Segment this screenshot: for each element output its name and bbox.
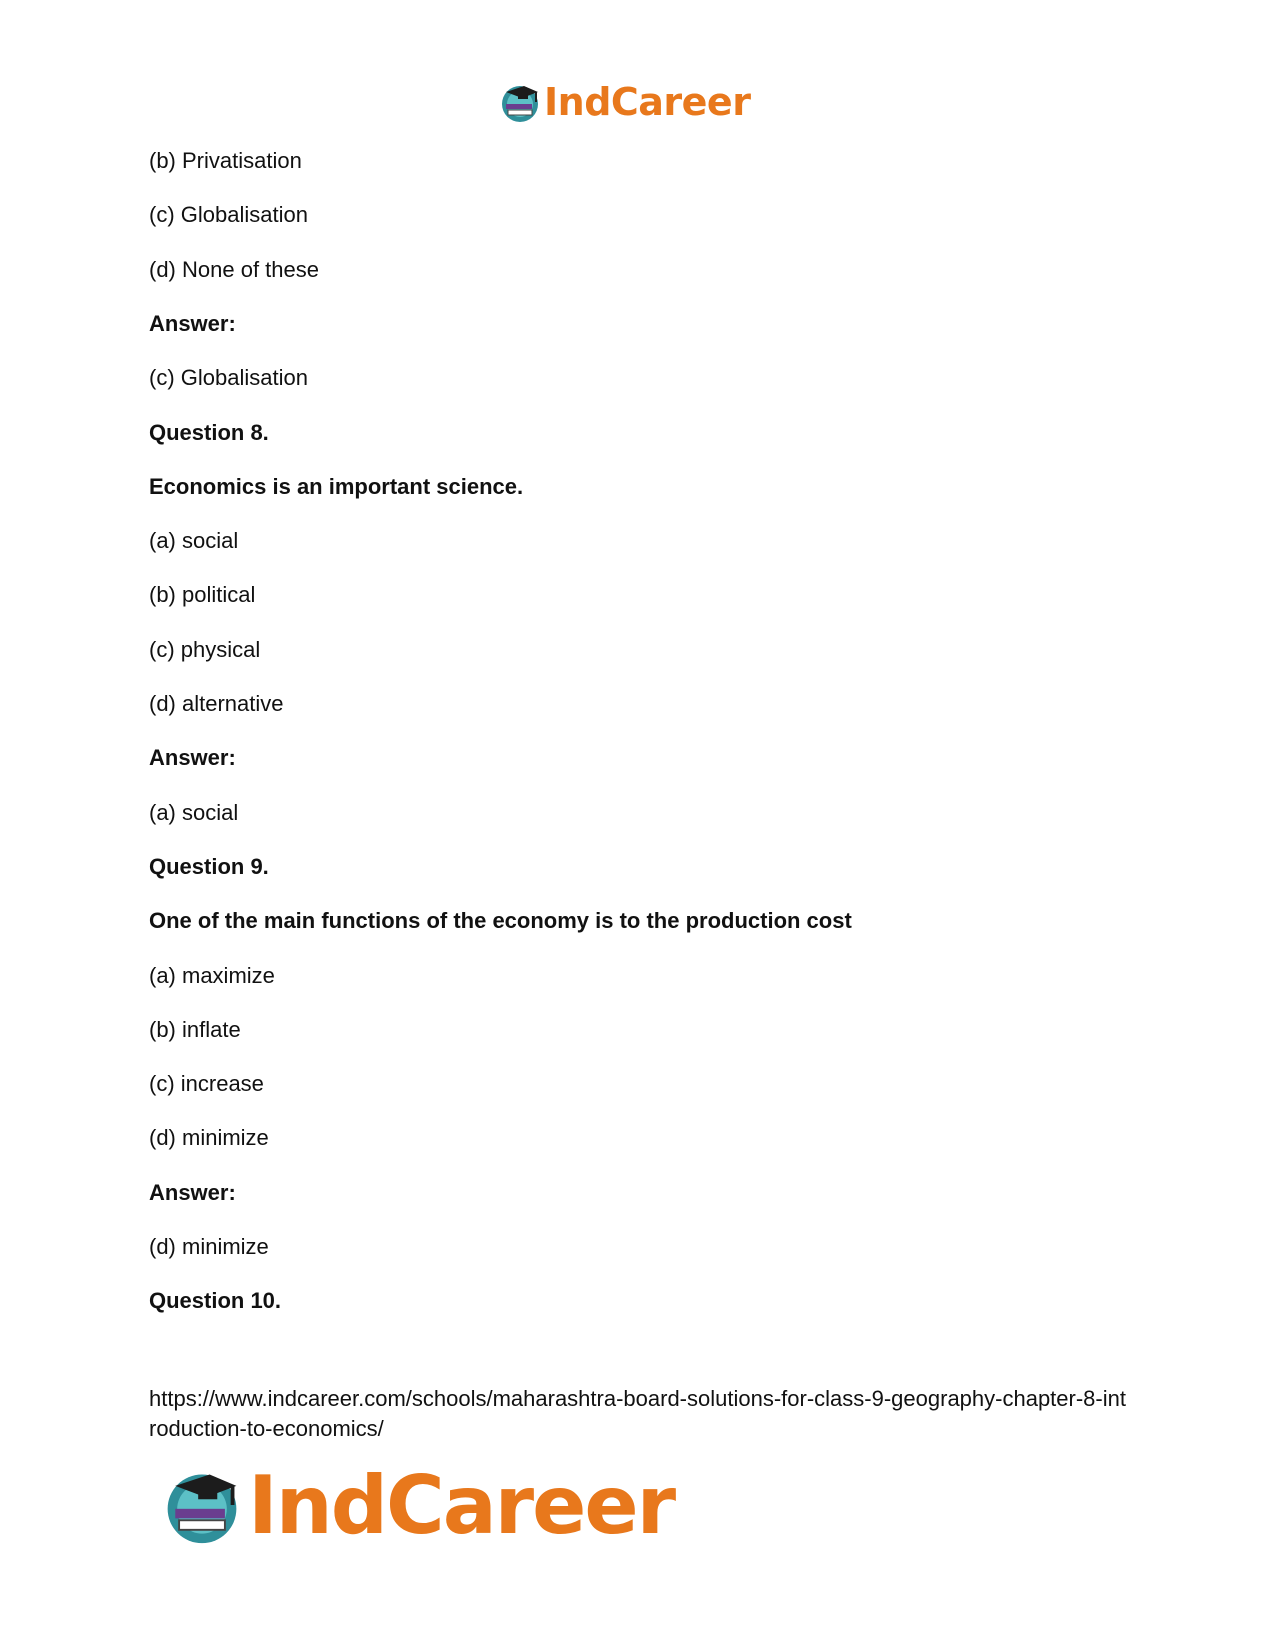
text-line: (b) political xyxy=(149,582,256,607)
text-line: (c) Globalisation xyxy=(149,202,308,227)
text-line: (a) social xyxy=(149,800,239,825)
bold-text-line: Answer: xyxy=(149,745,236,770)
text-line: (d) minimize xyxy=(149,1125,269,1150)
text-line: (d) alternative xyxy=(149,691,284,716)
header-logo xyxy=(498,78,750,126)
logo-wordmark: IndCareer xyxy=(544,80,751,124)
graduation-globe-icon xyxy=(160,1463,244,1547)
text-line: (d) None of these xyxy=(149,257,319,282)
source-url[interactable]: https://www.indcareer.com/schools/maharashtra-board-solutions-for-class-9-geography-chapter-8-introduction-to-economics/ xyxy=(149,1386,1126,1441)
text-line: (d) minimize xyxy=(149,1234,269,1259)
logo-wordmark: IndCareer xyxy=(248,1458,675,1552)
bold-text-line: Question 10. xyxy=(149,1288,282,1313)
text-line: (c) physical xyxy=(149,637,261,662)
bold-text-line: Question 8. xyxy=(149,420,269,445)
graduation-globe-icon xyxy=(498,80,542,124)
text-line: (b) Privatisation xyxy=(149,148,302,173)
bold-text-line: Economics is an important science. xyxy=(149,474,524,499)
text-line: (a) maximize xyxy=(149,963,275,988)
text-line: (a) social xyxy=(149,528,239,553)
bold-text-line: Answer: xyxy=(149,311,236,336)
footer-logo xyxy=(160,1460,674,1550)
bold-text-line: Answer: xyxy=(149,1180,236,1205)
bold-text-line: One of the main functions of the economy is to the production cost xyxy=(149,908,852,933)
text-line: (c) increase xyxy=(149,1071,264,1096)
text-line: (b) inflate xyxy=(149,1017,241,1042)
text-line: (c) Globalisation xyxy=(149,365,308,390)
bold-text-line: Question 9. xyxy=(149,854,269,879)
